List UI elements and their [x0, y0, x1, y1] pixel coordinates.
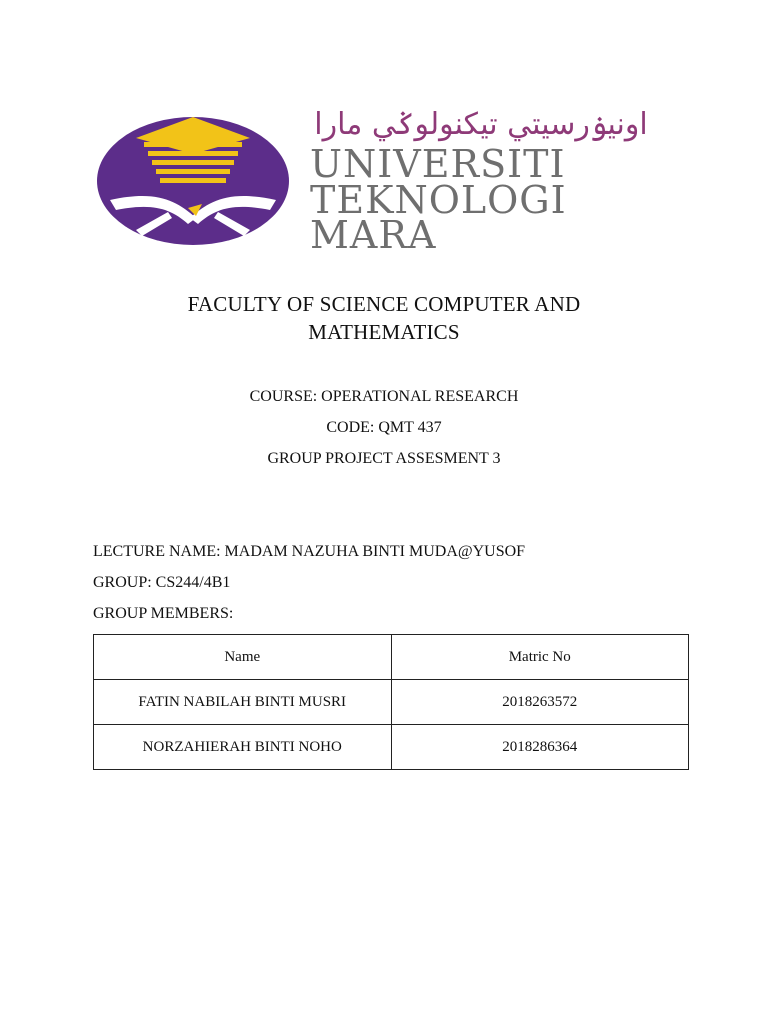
member-name: NORZAHIERAH BINTI NOHO [94, 725, 392, 770]
logo-word-mara: MARA [310, 213, 437, 257]
logo-word-teknologi: TEKNOLOGI [310, 178, 567, 222]
column-header-name: Name [94, 635, 392, 680]
column-header-matric-no: Matric No [391, 635, 689, 680]
faculty-title-line-2: MATHEMATICS [308, 320, 460, 344]
group-members-table [93, 634, 689, 770]
logo-word-universiti: UNIVERSITI [310, 142, 566, 186]
uitm-logo [96, 100, 666, 257]
course-code: CODE: QMT 437 [326, 419, 442, 436]
course-name: COURSE: OPERATIONAL RESEARCH [249, 388, 519, 405]
table-row [94, 680, 689, 725]
group-code: GROUP: CS244/4B1 [93, 574, 231, 591]
faculty-title-line-1: FACULTY OF SCIENCE COMPUTER AND [187, 292, 581, 316]
faculty-title [0, 290, 768, 346]
assessment-title: GROUP PROJECT ASSESMENT 3 [267, 450, 501, 467]
table-header-row [94, 635, 689, 680]
jawi-logotype [308, 100, 654, 146]
table-row [94, 725, 689, 770]
svg-text:اونيۏرسيتي تيكنولوݢي مارا: اونيۏرسيتي تيكنولوݢي مارا [314, 107, 648, 142]
member-matric-no: 2018286364 [391, 725, 689, 770]
member-name: FATIN NABILAH BINTI MUSRI [94, 680, 392, 725]
group-members-label: GROUP MEMBERS: [93, 605, 234, 622]
member-matric-no: 2018263572 [391, 680, 689, 725]
uitm-emblem-icon [96, 108, 290, 246]
lecturer-name: LECTURE NAME: MADAM NAZUHA BINTI MUDA@YUSOF [93, 543, 526, 560]
